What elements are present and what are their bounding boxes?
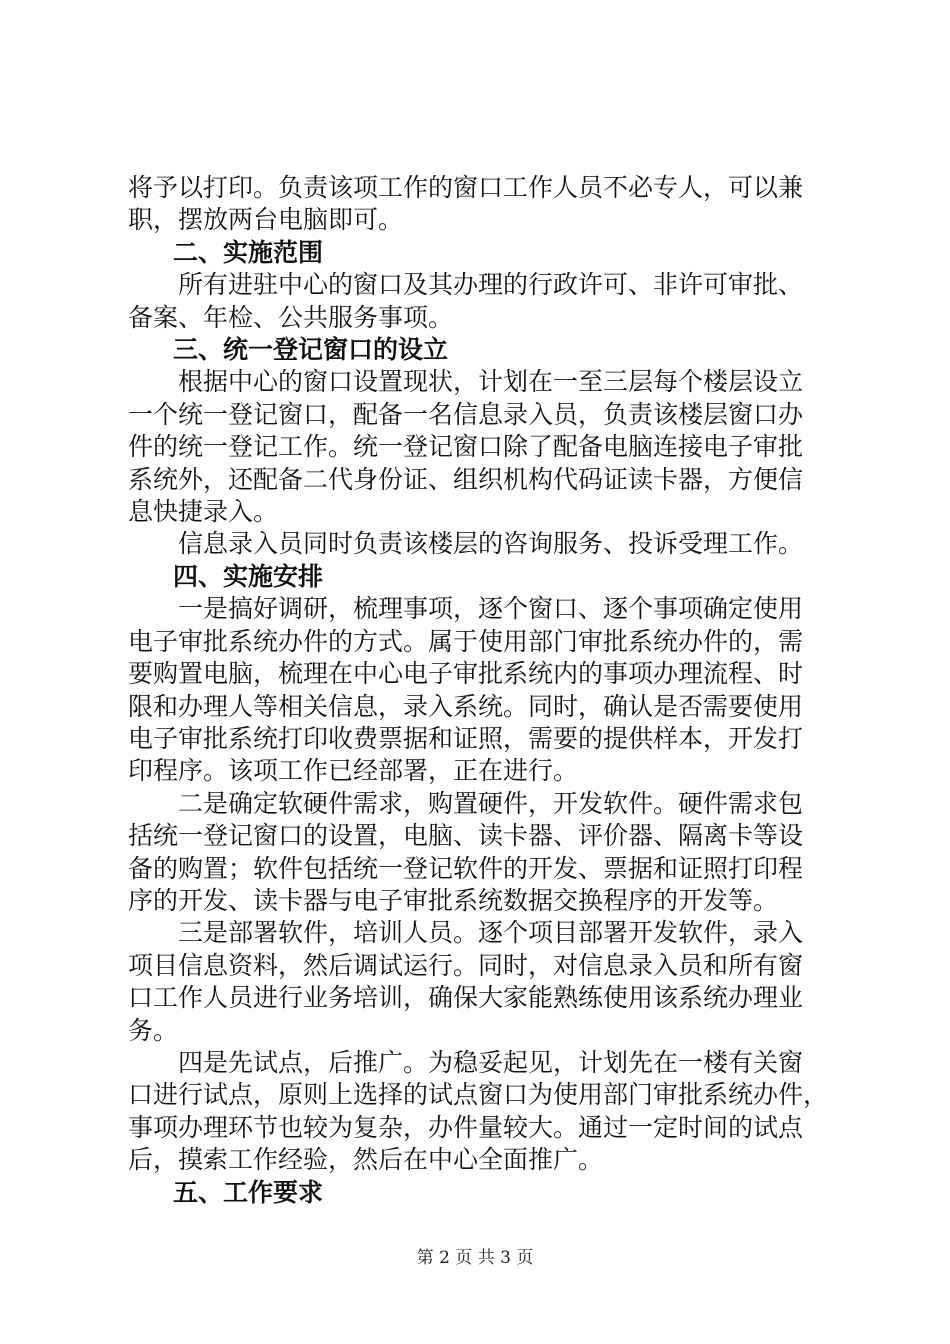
paragraph-window-setup: 根据中心的窗口设置现状，计划在一至三层每个楼层设立 一个统一登记窗口，配备一名信息录入员，负责该楼层窗口办 件的统一登记工作。统一登记窗口除了配备电脑连接电子审批 系统外，还配备二代身份证、组织机构代码证读卡器，方便信 息快捷录入。: [128, 367, 804, 527]
page-footer: 第 2 页 共 3 页: [416, 1248, 534, 1268]
section-heading-requirements: 五、工作要求: [173, 1177, 324, 1207]
paragraph-continued: 将予以打印。负责该项工作的窗口工作人员不必专人，可以兼 职，摆放两台电脑即可。: [128, 173, 804, 235]
section-heading-arrangement: 四、实施安排: [173, 561, 324, 591]
paragraph-step-four: 四是先试点，后推广。为稳妥起见，计划先在一楼有关窗 口进行试点，原则上选择的试点窗口为使用部门审批系统办件， 事项办理环节也较为复杂，办件量较大。通过一定时间的试点 后，摸索工作经验，然后在中心全面推广。: [128, 1047, 829, 1175]
paragraph-step-one: 一是搞好调研，梳理事项，逐个窗口、逐个事项确定使用 电子审批系统办件的方式。属于使用部门审批系统办件的，需 要购置电脑，梳理在中心电子审批系统内的事项办理流程、时 限和办理人等相关信息，录入系统。同时，确认是否需要使用 电子审批系统打印收费票据和证照，需要的提供样本，开发打 印程序。该项工作已经部署，正在进行。: [128, 594, 804, 786]
section-heading-window-setup: 三、统一登记窗口的设立: [173, 335, 449, 365]
document-body: [128, 172, 828, 1209]
paragraph-operator-duty: 信息录入员同时负责该楼层的咨询服务、投诉受理工作。: [178, 529, 804, 559]
paragraph-step-three: 三是部署软件，培训人员。逐个项目部署开发软件，录入 项目信息资料，然后调试运行。同时，对信息录入员和所有窗 口工作人员进行业务培训，确保大家能熟练使用该系统办理业 务。: [128, 918, 804, 1045]
section-heading-scope: 二、实施范围: [173, 237, 324, 267]
paragraph-step-two: 二是确定软硬件需求，购置硬件，开发软件。硬件需求包 括统一登记窗口的设置，电脑、读卡器、评价器、隔离卡等设 备的购置；软件包括统一登记软件的开发、票据和证照打印程 序的开发、读卡器与电子审批系统数据交换程序的开发等。: [128, 788, 804, 915]
paragraph-scope: 所有进驻中心的窗口及其办理的行政许可、非许可审批、 备案、年检、公共服务事项。: [128, 270, 804, 332]
